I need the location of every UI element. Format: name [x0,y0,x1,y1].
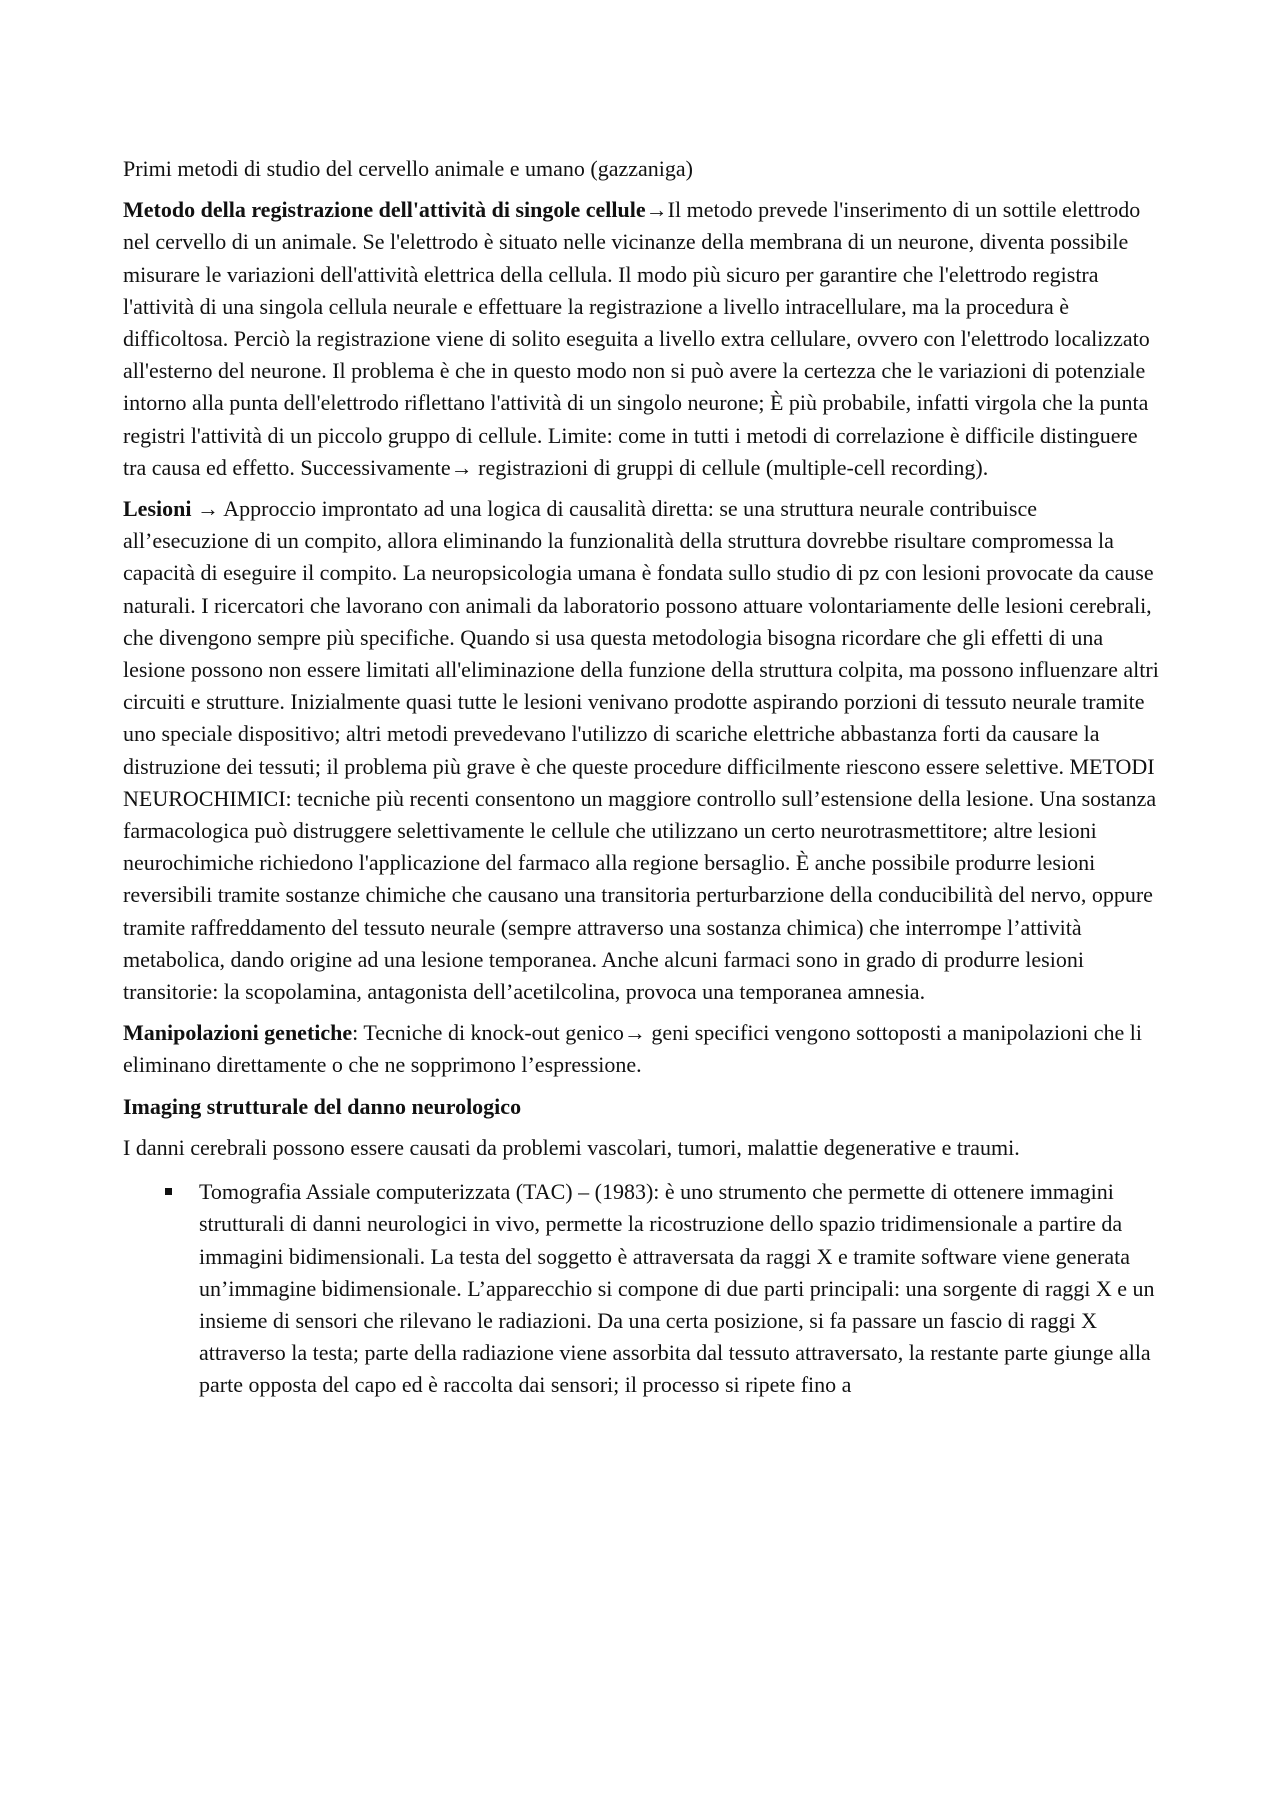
paragraph-single-cell-recording [123,194,1162,484]
arrow-icon: → [623,1020,646,1046]
paragraph-text: Approccio improntato ad una logica di causalità diretta: se una struttura neurale contribuisce all’esecuzione di un compito, allora eliminando la funzionalità della struttura dovrebbe risultare compromessa la capacità di eseguire il compito. La neuropsicologia umana è fondata sullo studio di pz con lesioni provocate da cause naturali. I ricercatori che lavorano con animali da laboratorio possono attuare volontariamente delle lesioni cerebrali, che divengono sempre più specifiche. Quando si usa questa metodologia bisogna ricordare che gli effetti di una lesione possono non essere limitati all'eliminazione della funzione della struttura colpita, ma possono influenzare altri circuiti e strutture. Inizialmente quasi tutte le lesioni venivano prodotte aspirando porzioni di tessuto neurale tramite uno speciale dispositivo; altri metodi prevedevano l'utilizzo di scariche elettriche abbastanza forti da causare la distruzione dei tessuti; il problema più grave è che queste procedure difficilmente riescono essere selettive. METODI NEUROCHIMICI: tecniche più recenti consentono un maggiore controllo sull’estensione della lesione. Una sostanza farmacologica può distruggere selettivamente le cellule che utilizzano un certo neurotrasmettitore; altre lesioni neurochimiche richiedono l'applicazione del farmaco alla regione bersaglio. È anche possibile produrre lesioni reversibili tramite sostanze chimiche che causano una transitoria perturbarzione della conducibilità del nervo, oppure tramite raffreddamento del tessuto neurale (sempre attraverso una sostanza chimica) che interrompe l’attività metabolica, dando origine ad una lesione temporanea. Anche alcuni farmaci sono in grado di produrre lesioni transitorie: la scopolamina, antagonista dell’acetilcolina, provoca una temporanea amnesia. [123,496,1159,1005]
paragraph-text: registrazioni di gruppi di cellule (multiple-cell recording). [472,454,989,480]
document-title: Primi metodi di studio del cervello animale e umano (gazzaniga) [123,156,693,181]
arrow-icon: → [450,454,473,480]
paragraph-text: geni specifici vengono sottoposti a manipolazioni che li eliminano direttamente o che ne sopprimono l’espressione. [123,1020,1143,1078]
bullet-list [123,1176,1162,1401]
paragraph-text: Il metodo prevede l'inserimento di un sottile elettrodo nel cervello di un animale. Se l'elettrodo è situato nelle vicinanze della membrana di un neurone, diventa possibile misurare le variazioni dell'attività elettrica della cellula. Il modo più sicuro per garantire che l'elettrodo registra l'attività di una singola cellula neurale e effettuare la registrazione a livello intracellulare, ma la procedura è difficoltosa. Perciò la registrazione viene di solito eseguita a livello extra cellulare, ovvero con l'elettrodo localizzato all'esterno del neurone. Il problema è che in questo modo non si può avere la certezza che le variazioni di potenziale intorno alla punta dell'elettrodo riflettano l'attività di un singolo neurone; È più probabile, infatti virgola che la punta registri l'attività di un piccolo gruppo di cellule. Limite: come in tutti i metodi di correlazione è difficile distinguere tra causa ed effetto. Successivamente [123,197,1150,480]
arrow-icon: → [645,197,668,223]
section-heading: Imaging strutturale del danno neurologico [123,1093,522,1119]
arrow-icon: → [191,496,224,522]
term-lesions: Lesioni [123,496,192,522]
term-single-cell-recording: Metodo della registrazione dell'attività di singole cellule [123,197,646,223]
paragraph-genetic-manipulation [123,1017,1162,1081]
paragraph-lesions [123,493,1162,1008]
list-item [123,1176,1162,1401]
paragraph-text: : Tecniche di knock-out genico [352,1020,624,1046]
list-item-text: Tomografia Assiale computerizzata (TAC) – (1983): è uno strumento che permette di ottenere immagini strutturali di danni neurologici in vivo, permette la ricostruzione dello spazio tridimensionale a partire da immagini bidimensionali. La testa del soggetto è attraversata da raggi X e tramite software viene generata un’immagine bidimensionale. L’apparecchio si compone di due parti principali: una sorgente di raggi X e un insieme di sensori che rilevano le radiazioni. Da una certa posizione, si fa passare un fascio di raggi X attraverso la testa; parte della radiazione viene assorbita dal tessuto attraversato, la restante parte giunge alla parte opposta del capo ed è raccolta dai sensori; il processo si ripete fino a [199,1179,1155,1398]
term-genetic-manipulation: Manipolazioni genetiche [123,1020,353,1046]
paragraph-brain-damage-causes: I danni cerebrali possono essere causati da problemi vascolari, tumori, malattie degenerative e traumi. [123,1134,1020,1160]
square-bullet-icon [165,1188,172,1195]
